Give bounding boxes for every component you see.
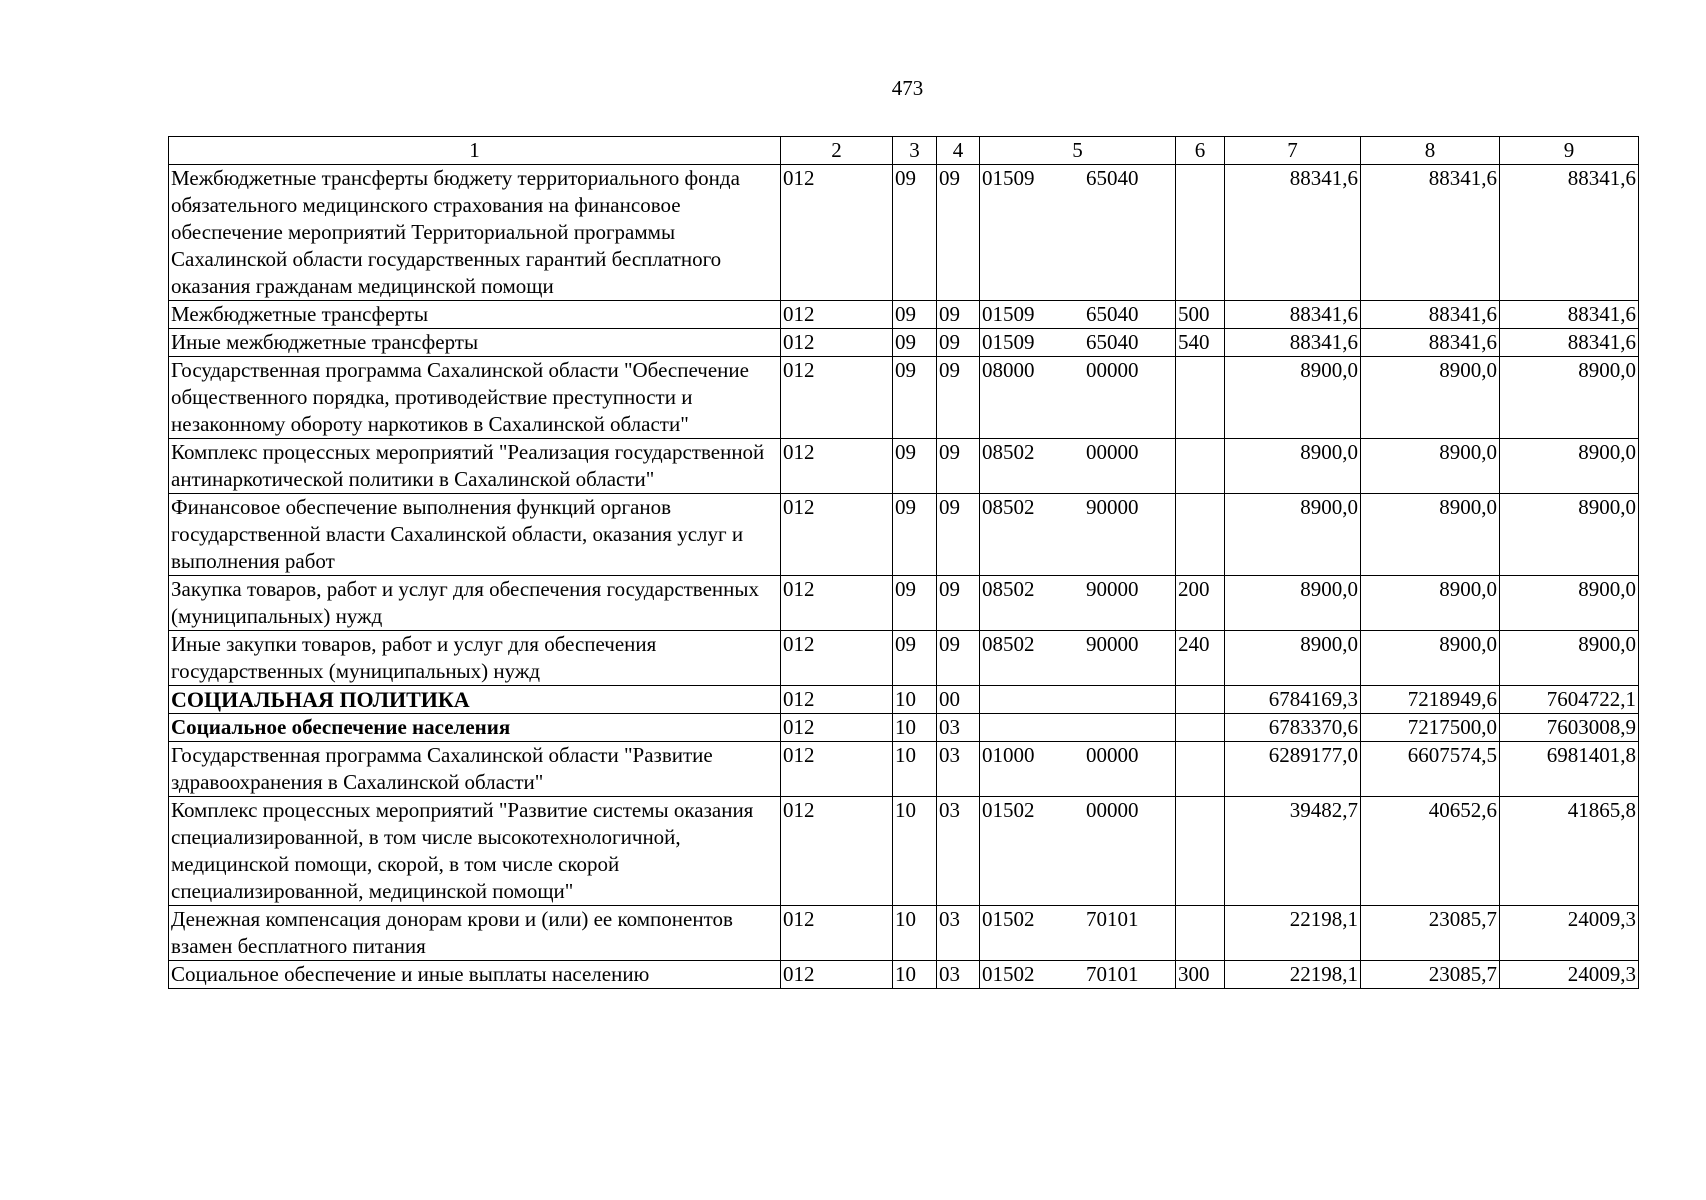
row-section-code: 09	[893, 357, 937, 439]
row-grbs-code: 012	[781, 686, 893, 714]
row-target-article-program: 01502	[982, 798, 1035, 822]
row-grbs-code: 012	[781, 494, 893, 576]
row-section-code: 10	[893, 686, 937, 714]
column-header: 1	[169, 137, 781, 165]
table-row	[169, 494, 1639, 576]
row-amount-col9: 41865,8	[1500, 797, 1639, 906]
row-amount-col9: 8900,0	[1500, 357, 1639, 439]
row-subsection-code: 00	[937, 686, 980, 714]
row-grbs-code: 012	[781, 357, 893, 439]
row-name: Комплекс процессных мероприятий "Развитие системы оказания специализированной, в том числе высокотехнологичной, медицинской помощи, скорой, в том числе скорой специализированной, медицинской помощи"	[169, 797, 781, 906]
row-section-code: 10	[893, 742, 937, 797]
row-section-code: 10	[893, 961, 937, 989]
column-header: 6	[1176, 137, 1225, 165]
row-amount-col8: 8900,0	[1361, 357, 1500, 439]
row-target-article-program: 08502	[982, 577, 1035, 601]
table-row	[169, 631, 1639, 686]
row-target-article-direction: 00000	[1086, 358, 1139, 382]
row-amount-col8: 23085,7	[1361, 906, 1500, 961]
row-amount-col7: 6784169,3	[1225, 686, 1361, 714]
row-amount-col9: 6981401,8	[1500, 742, 1639, 797]
row-subsection-code: 03	[937, 714, 980, 742]
table-row	[169, 797, 1639, 906]
row-amount-col9: 8900,0	[1500, 631, 1639, 686]
row-target-article-direction: 90000	[1086, 577, 1139, 601]
row-grbs-code: 012	[781, 576, 893, 631]
row-grbs-code: 012	[781, 714, 893, 742]
table-row	[169, 165, 1639, 301]
row-target-article	[980, 165, 1176, 301]
row-expense-type: 300	[1176, 961, 1225, 989]
row-amount-col8: 8900,0	[1361, 439, 1500, 494]
row-amount-col9: 88341,6	[1500, 165, 1639, 301]
row-subsection-code: 09	[937, 357, 980, 439]
row-section-code: 09	[893, 494, 937, 576]
row-amount-col7: 88341,6	[1225, 165, 1361, 301]
row-name: Закупка товаров, работ и услуг для обеспечения государственных (муниципальных) нужд	[169, 576, 781, 631]
row-grbs-code: 012	[781, 742, 893, 797]
row-target-article-direction: 65040	[1086, 330, 1139, 354]
row-section-code: 09	[893, 576, 937, 631]
row-name: Иные закупки товаров, работ и услуг для обеспечения государственных (муниципальных) нужд	[169, 631, 781, 686]
row-expense-type: 240	[1176, 631, 1225, 686]
column-header: 8	[1361, 137, 1500, 165]
row-section-code: 09	[893, 329, 937, 357]
row-section-code: 09	[893, 301, 937, 329]
row-amount-col7: 8900,0	[1225, 494, 1361, 576]
row-name: Государственная программа Сахалинской области "Развитие здравоохранения в Сахалинской области"	[169, 742, 781, 797]
row-section-code: 09	[893, 631, 937, 686]
row-expense-type	[1176, 494, 1225, 576]
row-grbs-code: 012	[781, 439, 893, 494]
row-amount-col8: 88341,6	[1361, 301, 1500, 329]
table-row	[169, 301, 1639, 329]
page-number: 473	[891, 76, 924, 100]
row-amount-col7: 22198,1	[1225, 906, 1361, 961]
row-subsection-code: 03	[937, 797, 980, 906]
row-amount-col7: 22198,1	[1225, 961, 1361, 989]
table-row	[169, 714, 1639, 742]
row-subsection-code: 03	[937, 906, 980, 961]
row-subsection-code: 09	[937, 165, 980, 301]
row-grbs-code: 012	[781, 165, 893, 301]
row-grbs-code: 012	[781, 329, 893, 357]
row-target-article-program: 08502	[982, 632, 1035, 656]
row-name: Социальное обеспечение и иные выплаты населению	[169, 961, 781, 989]
row-expense-type	[1176, 742, 1225, 797]
row-grbs-code: 012	[781, 631, 893, 686]
row-amount-col8: 8900,0	[1361, 631, 1500, 686]
row-amount-col8: 88341,6	[1361, 165, 1500, 301]
row-amount-col7: 8900,0	[1225, 576, 1361, 631]
row-amount-col9: 24009,3	[1500, 961, 1639, 989]
column-header: 5	[980, 137, 1176, 165]
row-target-article-direction: 00000	[1086, 798, 1139, 822]
row-name: Социальное обеспечение населения	[169, 714, 781, 742]
row-target-article-program: 08502	[982, 440, 1035, 464]
row-target-article-program: 01502	[982, 907, 1035, 931]
row-target-article	[980, 631, 1176, 686]
row-amount-col8: 7218949,6	[1361, 686, 1500, 714]
column-header: 4	[937, 137, 980, 165]
row-target-article	[980, 714, 1176, 742]
row-subsection-code: 03	[937, 961, 980, 989]
row-name: СОЦИАЛЬНАЯ ПОЛИТИКА	[169, 686, 781, 714]
row-expense-type	[1176, 686, 1225, 714]
row-target-article-direction: 65040	[1086, 302, 1139, 326]
row-amount-col9: 7604722,1	[1500, 686, 1639, 714]
row-subsection-code: 09	[937, 329, 980, 357]
row-expense-type	[1176, 165, 1225, 301]
row-amount-col7: 6783370,6	[1225, 714, 1361, 742]
row-target-article-program: 01000	[982, 743, 1035, 767]
row-amount-col8: 6607574,5	[1361, 742, 1500, 797]
row-amount-col9: 8900,0	[1500, 494, 1639, 576]
row-expense-type	[1176, 357, 1225, 439]
table-body	[169, 165, 1639, 989]
row-target-article	[980, 742, 1176, 797]
row-expense-type	[1176, 439, 1225, 494]
row-target-article	[980, 494, 1176, 576]
table-row	[169, 906, 1639, 961]
row-target-article-direction: 00000	[1086, 743, 1139, 767]
row-subsection-code: 09	[937, 631, 980, 686]
row-section-code: 10	[893, 906, 937, 961]
row-target-article-program: 01509	[982, 166, 1035, 190]
row-expense-type: 200	[1176, 576, 1225, 631]
row-name: Иные межбюджетные трансферты	[169, 329, 781, 357]
row-target-article-direction: 00000	[1086, 440, 1139, 464]
row-section-code: 09	[893, 165, 937, 301]
row-target-article	[980, 576, 1176, 631]
row-section-code: 09	[893, 439, 937, 494]
table-row	[169, 961, 1639, 989]
header-row	[169, 137, 1639, 165]
row-grbs-code: 012	[781, 301, 893, 329]
table-row	[169, 439, 1639, 494]
row-expense-type	[1176, 714, 1225, 742]
row-amount-col8: 7217500,0	[1361, 714, 1500, 742]
row-amount-col8: 88341,6	[1361, 329, 1500, 357]
row-target-article-direction: 90000	[1086, 632, 1139, 656]
row-name: Государственная программа Сахалинской области "Обеспечение общественного порядка, противодействие преступности и незаконному обороту наркотиков в Сахалинской области"	[169, 357, 781, 439]
table-row	[169, 329, 1639, 357]
table-row	[169, 357, 1639, 439]
row-expense-type: 500	[1176, 301, 1225, 329]
row-target-article	[980, 301, 1176, 329]
row-target-article	[980, 329, 1176, 357]
column-header: 3	[893, 137, 937, 165]
row-target-article	[980, 797, 1176, 906]
column-header: 2	[781, 137, 893, 165]
row-amount-col7: 8900,0	[1225, 631, 1361, 686]
row-name: Финансовое обеспечение выполнения функций органов государственной власти Сахалинской области, оказания услуг и выполнения работ	[169, 494, 781, 576]
column-header: 9	[1500, 137, 1639, 165]
row-amount-col7: 39482,7	[1225, 797, 1361, 906]
row-target-article-program: 08000	[982, 358, 1035, 382]
row-target-article	[980, 686, 1176, 714]
row-target-article-direction: 65040	[1086, 166, 1139, 190]
row-amount-col9: 24009,3	[1500, 906, 1639, 961]
table-row	[169, 742, 1639, 797]
row-amount-col8: 40652,6	[1361, 797, 1500, 906]
row-target-article-direction: 90000	[1086, 495, 1139, 519]
row-subsection-code: 03	[937, 742, 980, 797]
row-target-article-program: 01509	[982, 302, 1035, 326]
row-amount-col7: 6289177,0	[1225, 742, 1361, 797]
row-subsection-code: 09	[937, 439, 980, 494]
row-amount-col7: 88341,6	[1225, 301, 1361, 329]
row-target-article-direction: 70101	[1086, 907, 1139, 931]
row-expense-type	[1176, 797, 1225, 906]
row-target-article-program: 01502	[982, 962, 1035, 986]
column-header: 7	[1225, 137, 1361, 165]
row-name: Комплекс процессных мероприятий "Реализация государственной антинаркотической политики в Сахалинской области"	[169, 439, 781, 494]
row-expense-type	[1176, 906, 1225, 961]
row-grbs-code: 012	[781, 906, 893, 961]
row-subsection-code: 09	[937, 576, 980, 631]
row-amount-col9: 7603008,9	[1500, 714, 1639, 742]
row-target-article	[980, 961, 1176, 989]
row-target-article	[980, 357, 1176, 439]
row-amount-col9: 88341,6	[1500, 301, 1639, 329]
row-expense-type: 540	[1176, 329, 1225, 357]
row-amount-col9: 8900,0	[1500, 439, 1639, 494]
row-amount-col8: 8900,0	[1361, 494, 1500, 576]
row-target-article	[980, 906, 1176, 961]
row-target-article	[980, 439, 1176, 494]
row-amount-col8: 8900,0	[1361, 576, 1500, 631]
row-name: Межбюджетные трансферты бюджету территориального фонда обязательного медицинского страхования на финансовое обеспечение мероприятий Территориальной программы Сахалинской области государственных гарантий бесплатного оказания гражданам медицинской помощи	[169, 165, 781, 301]
row-amount-col7: 8900,0	[1225, 357, 1361, 439]
row-section-code: 10	[893, 714, 937, 742]
table-row	[169, 576, 1639, 631]
row-target-article-program: 01509	[982, 330, 1035, 354]
row-name: Межбюджетные трансферты	[169, 301, 781, 329]
row-amount-col7: 8900,0	[1225, 439, 1361, 494]
row-name: Денежная компенсация донорам крови и (или) ее компонентов взамен бесплатного питания	[169, 906, 781, 961]
row-amount-col7: 88341,6	[1225, 329, 1361, 357]
row-amount-col9: 88341,6	[1500, 329, 1639, 357]
row-target-article-program: 08502	[982, 495, 1035, 519]
row-amount-col9: 8900,0	[1500, 576, 1639, 631]
table-row	[169, 686, 1639, 714]
row-target-article-direction: 70101	[1086, 962, 1139, 986]
row-amount-col8: 23085,7	[1361, 961, 1500, 989]
row-grbs-code: 012	[781, 961, 893, 989]
budget-table	[168, 136, 1639, 989]
row-grbs-code: 012	[781, 797, 893, 906]
row-section-code: 10	[893, 797, 937, 906]
row-subsection-code: 09	[937, 494, 980, 576]
row-subsection-code: 09	[937, 301, 980, 329]
